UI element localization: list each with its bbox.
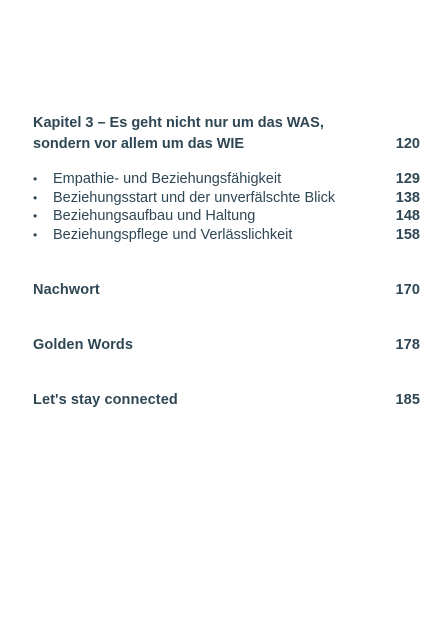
entry-label: Nachwort <box>33 282 100 298</box>
section-page-number: 158 <box>395 226 420 243</box>
section-label: Beziehungsaufbau und Haltung <box>53 208 256 224</box>
entry-page-number: 185 <box>395 392 420 408</box>
chapter-page-number: 120 <box>395 136 420 152</box>
section-page-number: 129 <box>395 171 420 187</box>
chapter-title-line-2 <box>33 134 420 155</box>
list-item <box>33 189 420 208</box>
section-page-number: 138 <box>395 189 420 206</box>
section-label: Beziehungspflege und Verlässlichkeit <box>53 226 293 243</box>
section-page-number: 148 <box>395 208 420 224</box>
section-label: Beziehungsstart und der unverfälschte Blick <box>53 189 336 206</box>
section-label: Empathie- und Beziehungsfähigkeit <box>53 171 282 187</box>
bullet-icon: • <box>33 190 38 205</box>
chapter-title-text-1: Kapitel 3 – Es geht nicht nur um das WAS, <box>33 115 324 131</box>
section-list <box>33 170 420 244</box>
chapter-title-text-2: sondern vor allem um das WIE <box>33 136 245 152</box>
entry-label: Let's stay connected <box>33 392 178 408</box>
bullet-icon: • <box>33 209 38 223</box>
list-item <box>33 226 420 245</box>
entry-label: Golden Words <box>33 337 134 353</box>
entry-page-number: 178 <box>395 337 420 353</box>
list-item <box>33 207 420 226</box>
toc-entry-golden-words <box>33 335 420 356</box>
bullet-icon: • <box>33 172 38 186</box>
toc-entry-nachwort <box>33 280 420 301</box>
chapter-title-line-1 <box>33 113 420 134</box>
list-item <box>33 170 420 189</box>
toc-entry-lets-stay-connected <box>33 390 420 411</box>
bullet-icon: • <box>33 227 38 242</box>
chapter-3-entry <box>33 113 420 155</box>
entry-page-number: 170 <box>395 282 420 298</box>
